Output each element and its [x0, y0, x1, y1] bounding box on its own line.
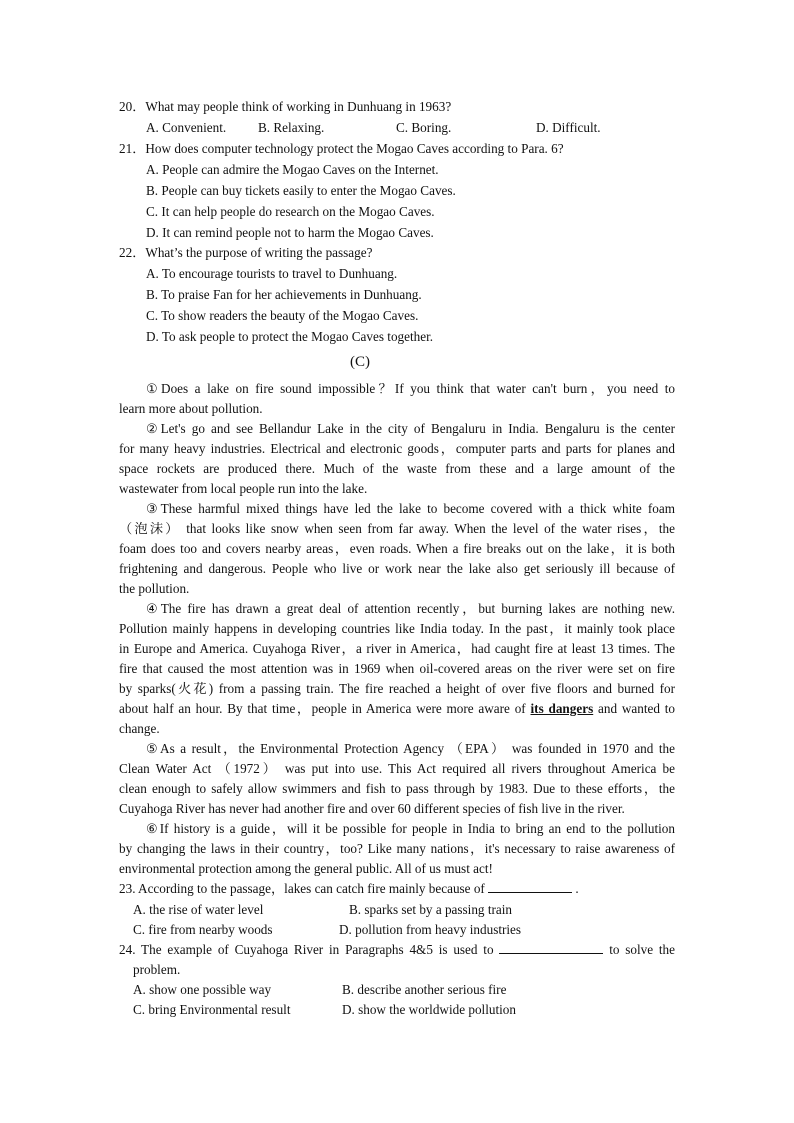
q24-stem-continued: problem. — [133, 962, 181, 977]
passage-p6-line: ⑥If history is a guide，will it be possible for people in India to bring an end to the pollution — [146, 821, 675, 836]
q24-answer-blank[interactable] — [499, 941, 603, 954]
q24-option-c: C. bring Environmental result — [133, 1002, 291, 1017]
q22-stem: 22．What’s the purpose of writing the passage? — [119, 245, 373, 260]
q23-option-b: B. sparks set by a passing train — [349, 902, 512, 917]
q23-answer-blank[interactable] — [488, 880, 572, 893]
passage-p6-line: environmental protection among the general public. All of us must act! — [119, 861, 493, 876]
q24-option-d: D. show the worldwide pollution — [342, 1002, 516, 1017]
q20-stem: 20．What may people think of working in Dunhuang in 1963? — [119, 99, 452, 114]
p4-text-after: and wanted to — [598, 701, 676, 716]
passage-p3-line: （泡沫） that looks like snow when seen from far away. When the level of the water rises，the — [119, 521, 675, 536]
q24-stem — [119, 940, 675, 960]
passage-p4-line: by sparks(火花) from a passing train. The fire reached a height of over five floors and burned for — [119, 681, 675, 696]
p4-text-before: about half an hour. By that time，people in America were more aware of — [119, 701, 526, 716]
passage-p1-line: learn more about pollution. — [119, 401, 263, 416]
passage-p2-line: space rockets are produced there. Much of the waste from these and a large amount of the — [119, 461, 675, 476]
passage-p4-line: Pollution mainly happens in developing countries like India today. In the past，it mainly took place — [119, 621, 675, 636]
passage-p3-line: foam does too and covers nearby areas，even roads. When a fire breaks out on the lake，it is both — [119, 541, 675, 556]
q23-option-a: A. the rise of water level — [133, 902, 264, 917]
passage-p2-line: for many heavy industries. Electrical and electronic goods，computer parts and parts for planes and — [119, 441, 675, 456]
q22-option-d: D. To ask people to protect the Mogao Caves together. — [146, 329, 434, 344]
section-heading: (C) — [350, 354, 370, 370]
passage-p6-line: by changing the laws in their country，too? Like many nations，it's necessary to raise awareness of — [119, 841, 675, 856]
q23-stem — [119, 879, 579, 899]
q21-option-c: C. It can help people do research on the Mogao Caves. — [146, 204, 435, 219]
q23-option-d: D. pollution from heavy industries — [339, 922, 522, 937]
q20-option-d: D. Difficult. — [536, 120, 601, 135]
q23-stem-text: 23. According to the passage，lakes can catch fire mainly because of — [119, 881, 485, 896]
passage-p4-line: change. — [119, 721, 160, 736]
q20-option-c: C. Boring. — [396, 120, 452, 135]
q21-option-d: D. It can remind people not to harm the Mogao Caves. — [146, 225, 434, 240]
q22-option-a: A. To encourage tourists to travel to Dunhuang. — [146, 266, 398, 281]
passage-p1-line: ①Does a lake on fire sound impossible？If you think that water can't burn，you need to — [146, 381, 675, 396]
q22-option-c: C. To show readers the beauty of the Mogao Caves. — [146, 308, 419, 323]
q20-option-b: B. Relaxing. — [258, 120, 325, 135]
q24-stem-text: 24. The example of Cuyahoga River in Paragraphs 4&5 is used to — [119, 942, 494, 957]
underlined-phrase: its dangers — [530, 701, 594, 716]
passage-p4-line: ④The fire has drawn a great deal of attention recently，but burning lakes are nothing new. — [146, 601, 675, 616]
passage-p4-line: fire that caused the most attention was in 1969 when oil-covered areas on the river were set on fire — [119, 661, 675, 676]
passage-p2-line: ②Let's go and see Bellandur Lake in the city of Bengaluru in India. Bengaluru is the center — [146, 421, 675, 436]
passage-p3-line: the pollution. — [119, 581, 190, 596]
q23-option-c: C. fire from nearby woods — [133, 922, 273, 937]
q24-stem-end: to solve the — [609, 942, 676, 957]
passage-p4-line: in Europe and America. Cuyahoga River，a river in America，had caught fire at least 13 times. The — [119, 641, 675, 656]
q21-option-b: B. People can buy tickets easily to enter the Mogao Caves. — [146, 183, 456, 198]
q24-option-b: B. describe another serious fire — [342, 982, 507, 997]
passage-p5-line: ⑤As a result，the Environmental Protection Agency （EPA） was founded in 1970 and the — [146, 741, 675, 756]
q22-option-b: B. To praise Fan for her achievements in Dunhuang. — [146, 287, 422, 302]
q21-option-a: A. People can admire the Mogao Caves on the Internet. — [146, 162, 439, 177]
passage-p5-line: Cuyahoga River has never had another fire and over 60 different species of fish live in the river. — [119, 801, 625, 816]
q21-stem: 21．How does computer technology protect the Mogao Caves according to Para. 6? — [119, 141, 564, 156]
passage-p2-line: wastewater from local people run into the lake. — [119, 481, 368, 496]
passage-p5-line: clean enough to safely allow swimmers and fish to pass through by 1983. Due to these efforts，the — [119, 781, 675, 796]
passage-p3-line: ③These harmful mixed things have led the lake to become covered with a thick white foam — [146, 501, 675, 516]
q24-option-a: A. show one possible way — [133, 982, 272, 997]
passage-p5-line: Clean Water Act （1972） was put into use. This Act required all rivers throughout America be — [119, 761, 675, 776]
q23-stem-end: . — [575, 881, 579, 896]
q20-option-a: A. Convenient. — [146, 120, 227, 135]
passage-p4-line-underlined — [119, 699, 675, 719]
passage-p3-line: frightening and dangerous. People who live or work near the lake also get seriously ill because of — [119, 561, 675, 576]
